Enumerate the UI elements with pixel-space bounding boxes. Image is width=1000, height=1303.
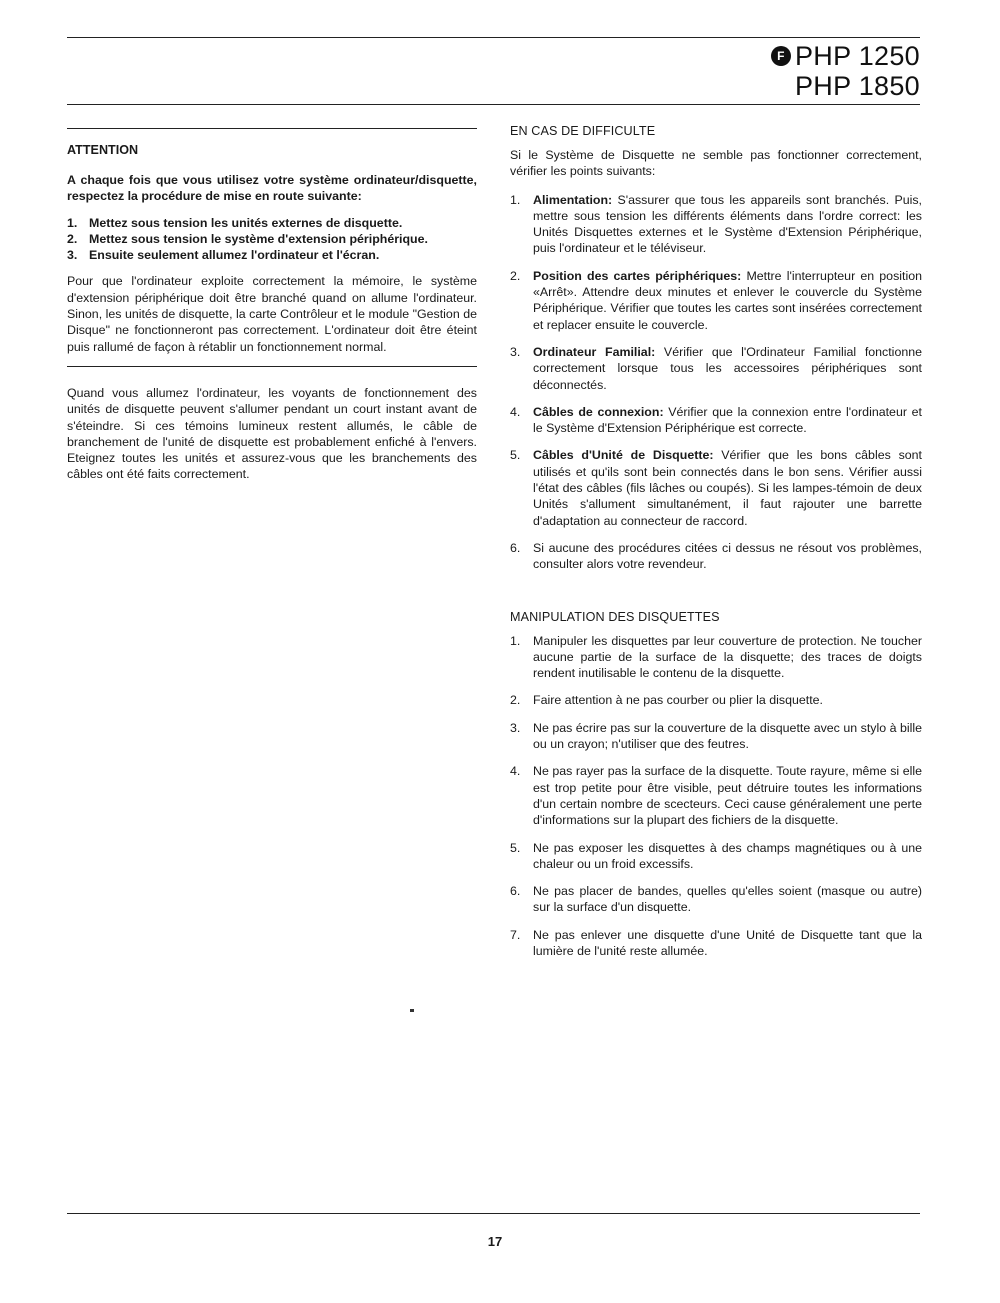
model-number-2: PHP 1850 <box>795 71 920 101</box>
attention-box-bottom-rule <box>67 366 477 367</box>
troubleshooting-item: 1. Alimentation: S'assurer que tous les appareils sont branchés. Puis, mettre sous tension les différents éléments dans l'ordre correct: les Unités Disquettes externes et le Système d'Extension Périphérique, puis l'ordinateur et le téléviseur. <box>510 192 922 256</box>
page-number: 17 <box>487 1234 503 1249</box>
startup-step: 3. Ensuite seulement allumez l'ordinateur et l'écran. <box>67 248 380 263</box>
troubleshooting-title: EN CAS DE DIFFICULTE <box>510 124 656 138</box>
troubleshooting-item: 3. Ordinateur Familial: Vérifier que l'Ordinateur Familial fonctionne correctement lorsque tous les accessoires périphériques sont déconnectés. <box>510 344 923 392</box>
troubleshooting-item: 4. Câbles de connexion: Vérifier que la connexion entre l'ordinateur et le Système d'Extension Périphérique est correcte. <box>510 404 922 436</box>
troubleshooting-item: 5. Câbles d'Unité de Disquette: Vérifier que les bons câbles sont utilisés et qu'ils sont bein connectés dans le bon sens. Vérifier aussi l'état des câbles (fils lâches ou coupés). Si les lampes-témoin de deux Unités s'allument simultanément, il faut rajouter une barrette d'adaptation au connecteur de raccord. <box>510 448 922 528</box>
startup-step: 1. Mettez sous tension les unités externes de disquette. <box>67 215 403 230</box>
language-badge-icon: F <box>771 46 791 66</box>
troubleshooting-item: 2. Position des cartes périphériques: Mettre l'interrupteur en position «Arrêt». Attendre deux minutes et enlever le couvercle du Système Périphérique. Vérifier que toutes les cartes sont insérées correctement et replacer ensuite le couvercle. <box>510 268 922 332</box>
troubleshooting-item: 6. Si aucune des procédures citées ci dessus ne résout vos problèmes, consulter alors votre revendeur. <box>510 540 922 572</box>
startup-steps-list <box>67 215 477 264</box>
handling-item: 1. Manipuler les disquettes par leur couverture de protection. Ne toucher aucune partie de la surface de la disquette; des traces de doigts rendent inutilisable le contenu de la disquette. <box>510 633 922 681</box>
header-bottom-rule <box>67 104 920 105</box>
right-column <box>510 124 922 970</box>
troubleshooting-list <box>510 192 922 573</box>
model-header <box>771 41 920 101</box>
troubleshooting-intro: Si le Système de Disquette ne semble pas fonctionner correctement, vérifier les points suivants: <box>510 148 922 179</box>
handling-item: 7. Ne pas enlever une disquette d'une Unité de Disquette tant que la lumière de l'unité reste allumée. <box>510 927 922 958</box>
stray-mark <box>410 1009 414 1012</box>
attention-intro: A chaque fois que vous utilisez votre système ordinateur/disquette, respectez la procédure de mise en route suivante: <box>67 173 477 204</box>
handling-item: 5. Ne pas exposer les disquettes à des champs magnétiques ou à une chaleur ou un froid excessifs. <box>510 840 922 871</box>
handling-item: 4. Ne pas rayer pas la surface de la disquette. Toute rayure, même si elle est trop petite pour être visible, peut détruire toutes les informations d'un certain nombre de scecteurs. Ceci cause généralement une perte d'informations sur la plupart des fichiers de la disquette. <box>510 764 922 828</box>
attention-box-top-rule <box>67 128 477 129</box>
handling-item: 3. Ne pas écrire pas sur la couverture de la disquette avec un stylo à bille ou un crayon; n'utiliser que des feutres. <box>510 720 922 752</box>
attention-title: ATTENTION <box>67 143 139 157</box>
handling-list <box>510 633 922 960</box>
handling-item: 2. Faire attention à ne pas courber ou plier la disquette. <box>510 693 823 708</box>
handling-title: MANIPULATION DES DISQUETTES <box>510 609 720 624</box>
handling-item: 6. Ne pas placer de bandes, quelles qu'elles soient (masque ou autre) sur la surface d'un disquette. <box>510 884 922 915</box>
footer-rule <box>67 1213 920 1214</box>
model-number-1: PHP 1250 <box>795 41 920 71</box>
header-top-rule <box>67 37 920 38</box>
leds-paragraph: Quand vous allumez l'ordinateur, les voyants de fonctionnement des unités de disquette peuvent s'allumer pendant un court instant avant de s'éteindre. Si ces témoins lumineux restent allumés, le câble de branchement de l'unité de disquette est probablement enfiché à l'envers. Eteignez toutes les unités et assurez-vous que les branchements des câbles ont été faits correctement. <box>67 385 477 482</box>
startup-step: 2. Mettez sous tension le système d'extension périphérique. <box>67 231 428 246</box>
left-column <box>67 128 477 483</box>
attention-body: Pour que l'ordinateur exploite correctement la mémoire, le système d'extension périphérique doit être branché quand on allume l'ordinateur. Sinon, les unités de disquette, la carte Contrôleur et le module "Gestion de Disque" ne fonctionneront pas correctement. L'ordinateur doit être éteint puis rallumé de façon à rétablir un fonctionnement normal. <box>67 274 477 354</box>
